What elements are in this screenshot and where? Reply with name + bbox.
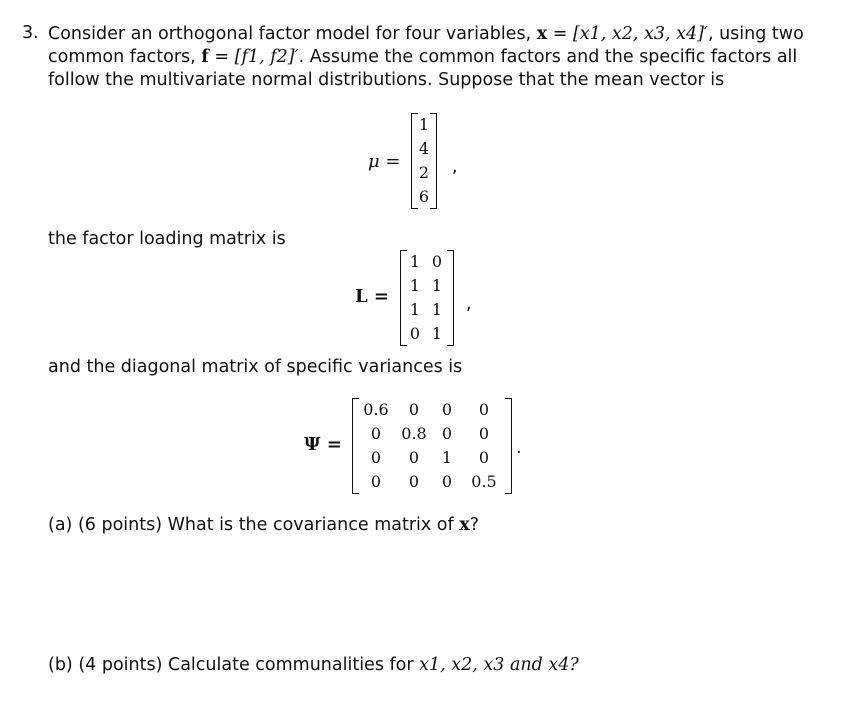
part-a-var: x — [459, 515, 470, 535]
intro-line-3: follow the multivariate normal distributions. Suppose that the mean vector is — [48, 70, 725, 90]
intro-x-symbol: x — [536, 24, 548, 44]
intro-equals: = — [547, 24, 573, 44]
loading-intro: the factor loading matrix is — [48, 229, 286, 249]
loading-cell-3-2: 1 — [431, 300, 443, 319]
intro-x-vector: [x1, x2, x3, x4]′ — [572, 24, 708, 44]
psi-cell-4-2: 0 — [408, 472, 420, 491]
mean-entry-3: 2 — [418, 163, 430, 182]
loading-cell-4-2: 1 — [431, 324, 443, 343]
loading-label: L = — [355, 286, 390, 307]
psi-bracket-right — [505, 398, 512, 494]
mean-entry-4: 6 — [418, 187, 430, 206]
psi-cell-1-1: 0.6 — [363, 400, 389, 419]
intro-text-1a: Consider an orthogonal factor model for four variables, — [48, 24, 537, 44]
problem-number: 3. — [22, 23, 39, 43]
intro-line-2: common factors, f = [f1, f2]′. Assume the common factors and the specific factors all — [48, 47, 798, 67]
intro-f-vector: [f1, f2]′ — [234, 47, 299, 67]
loading-cell-1-2: 0 — [431, 252, 443, 271]
mean-label: μ = — [368, 151, 401, 172]
part-b-vars: x1, x2, x3 and x4? — [419, 655, 579, 675]
intro-line-1 — [48, 23, 804, 45]
psi-matrix — [352, 398, 512, 494]
intro-text-2b: . Assume the common factors and the specific factors all — [298, 47, 798, 67]
psi-label: Ψ = — [304, 434, 342, 455]
loading-cell-1-1: 1 — [409, 252, 421, 271]
psi-cell-2-1: 0 — [370, 424, 382, 443]
part-a-question — [48, 514, 479, 536]
psi-cell-4-4: 0.5 — [471, 472, 497, 491]
mean-trailing-comma: , — [452, 157, 458, 177]
psi-cell-2-4: 0 — [478, 424, 490, 443]
intro-f-symbol: f — [201, 47, 209, 67]
psi-cell-2-2: 0.8 — [401, 424, 427, 443]
loading-cell-4-1: 0 — [409, 324, 421, 343]
loading-cell-2-1: 1 — [409, 276, 421, 295]
psi-cell-1-2: 0 — [408, 400, 420, 419]
loading-bracket-right — [447, 250, 454, 346]
intro-text-2a: common factors, — [48, 47, 202, 67]
mean-entry-1: 1 — [418, 115, 430, 134]
psi-cell-3-2: 0 — [408, 448, 420, 467]
mean-vector — [411, 113, 437, 209]
loading-trailing-comma: , — [466, 294, 472, 314]
part-b-question — [48, 654, 579, 676]
loading-cell-3-1: 1 — [409, 300, 421, 319]
part-b-text: (b) (4 points) Calculate communalities for — [48, 655, 420, 675]
loading-matrix — [400, 250, 454, 346]
psi-cell-3-4: 0 — [478, 448, 490, 467]
psi-cell-1-3: 0 — [441, 400, 453, 419]
psi-trailing-period: . — [516, 438, 522, 458]
part-a-text: (a) (6 points) What is the covariance matrix of — [48, 515, 460, 535]
part-a-end: ? — [469, 515, 479, 535]
psi-cell-4-1: 0 — [370, 472, 382, 491]
psi-cell-4-3: 0 — [441, 472, 453, 491]
loading-cell-2-2: 1 — [431, 276, 443, 295]
psi-cell-1-4: 0 — [478, 400, 490, 419]
psi-cell-3-3: 1 — [441, 448, 453, 467]
psi-cell-3-1: 0 — [370, 448, 382, 467]
psi-cell-2-3: 0 — [441, 424, 453, 443]
mean-entry-2: 4 — [418, 139, 430, 158]
intro-text-1b: , using two — [707, 24, 804, 44]
psi-intro: and the diagonal matrix of specific variances is — [48, 357, 463, 377]
